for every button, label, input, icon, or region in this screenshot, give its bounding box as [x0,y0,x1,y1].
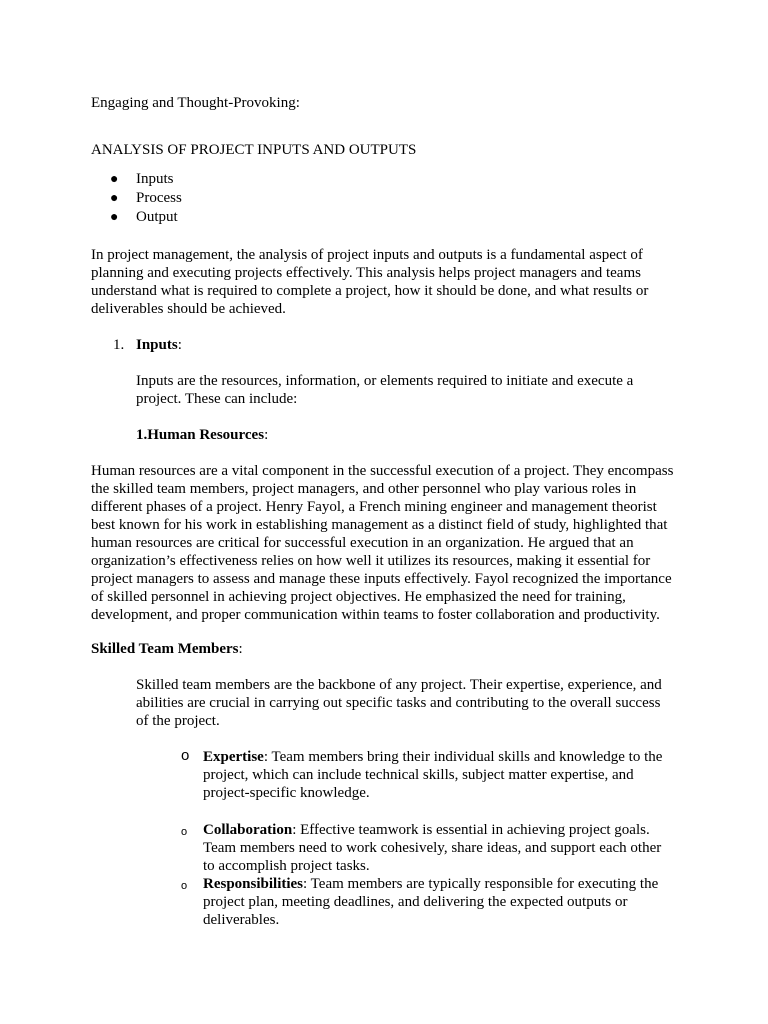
sub-item-text: : Team members bring their individual skills and knowledge to the project, which can include technical skills, subject matter expertise, and project-specific knowledge. [203,749,663,801]
sub-item-term: Collaboration [203,822,293,838]
sub-item-term: Responsibilities [203,876,304,892]
heading-suffix: : [264,427,269,443]
section-title: ANALYSIS OF PROJECT INPUTS AND OUTPUTS [91,142,417,158]
heading-label: Skilled Team Members [91,641,239,657]
sub-item-text: : Effective teamwork is essential in achieving project goals. Team members need to work cohesively, share ideas, and support each other to accomplish project tasks. [203,822,662,874]
bullet-icon: ● [110,210,119,225]
overview-paragraph: In project management, the analysis of project inputs and outputs is a fundamental aspect of planning and executing projects effectively. This analysis helps project managers and teams understand what is required to complete a project, how it should be done, and what results or deliverables should be achieved. [91,247,649,317]
skilled-heading [91,640,691,658]
sub-item-text: : Team members are typically responsible for executing the project plan, meeting deadlines, and delivering the expected outputs or deliverables. [203,876,659,928]
circle-bullet-icon: o [181,826,188,838]
sub-item-term: Expertise [203,749,264,765]
human-resources-heading [136,426,676,444]
skilled-paragraph: Skilled team members are the backbone of any project. Their expertise, experience, and abilities are crucial in carrying out specific tasks and contributing to the overall success of the project. [136,677,662,729]
human-resources-paragraph: Human resources are a vital component in the successful execution of a project. They encompass the skilled team members, project managers, and other personnel who play various roles in different phases of a project. Henry Fayol, a French mining engineer and management theorist best known for his work in establishing management as a distinct field of study, highlighted that human resources are critical for successful execution in an organization. He argued that an organization’s effectiveness relies on how well it utilizes its resources, making it essential for project managers to assess and manage these inputs effectively. Fayol recognized the importance of skilled personnel in achieving project objectives. He emphasized the need for training, development, and proper communication within teams to foster collaboration and productivity. [91,463,674,623]
item-suffix: : [177,337,182,353]
bullet-label: Output [136,209,178,225]
bullet-icon: ● [110,172,119,187]
circle-bullet-icon: o [181,880,188,892]
heading-label: 1.Human Resources [136,427,265,443]
item-label: Inputs [136,337,178,353]
bullet-icon: ● [110,191,119,206]
bullet-label: Process [136,190,182,206]
inputs-paragraph: Inputs are the resources, information, or elements required to initiate and execute a project. These can include: [136,373,634,407]
circle-bullet-icon: o [181,747,190,764]
intro-heading: Engaging and Thought-Provoking: [91,95,300,111]
bullet-label: Inputs [136,171,174,187]
heading-suffix: : [238,641,243,657]
item-number: 1. [113,337,125,353]
numbered-item-inputs [113,336,182,354]
